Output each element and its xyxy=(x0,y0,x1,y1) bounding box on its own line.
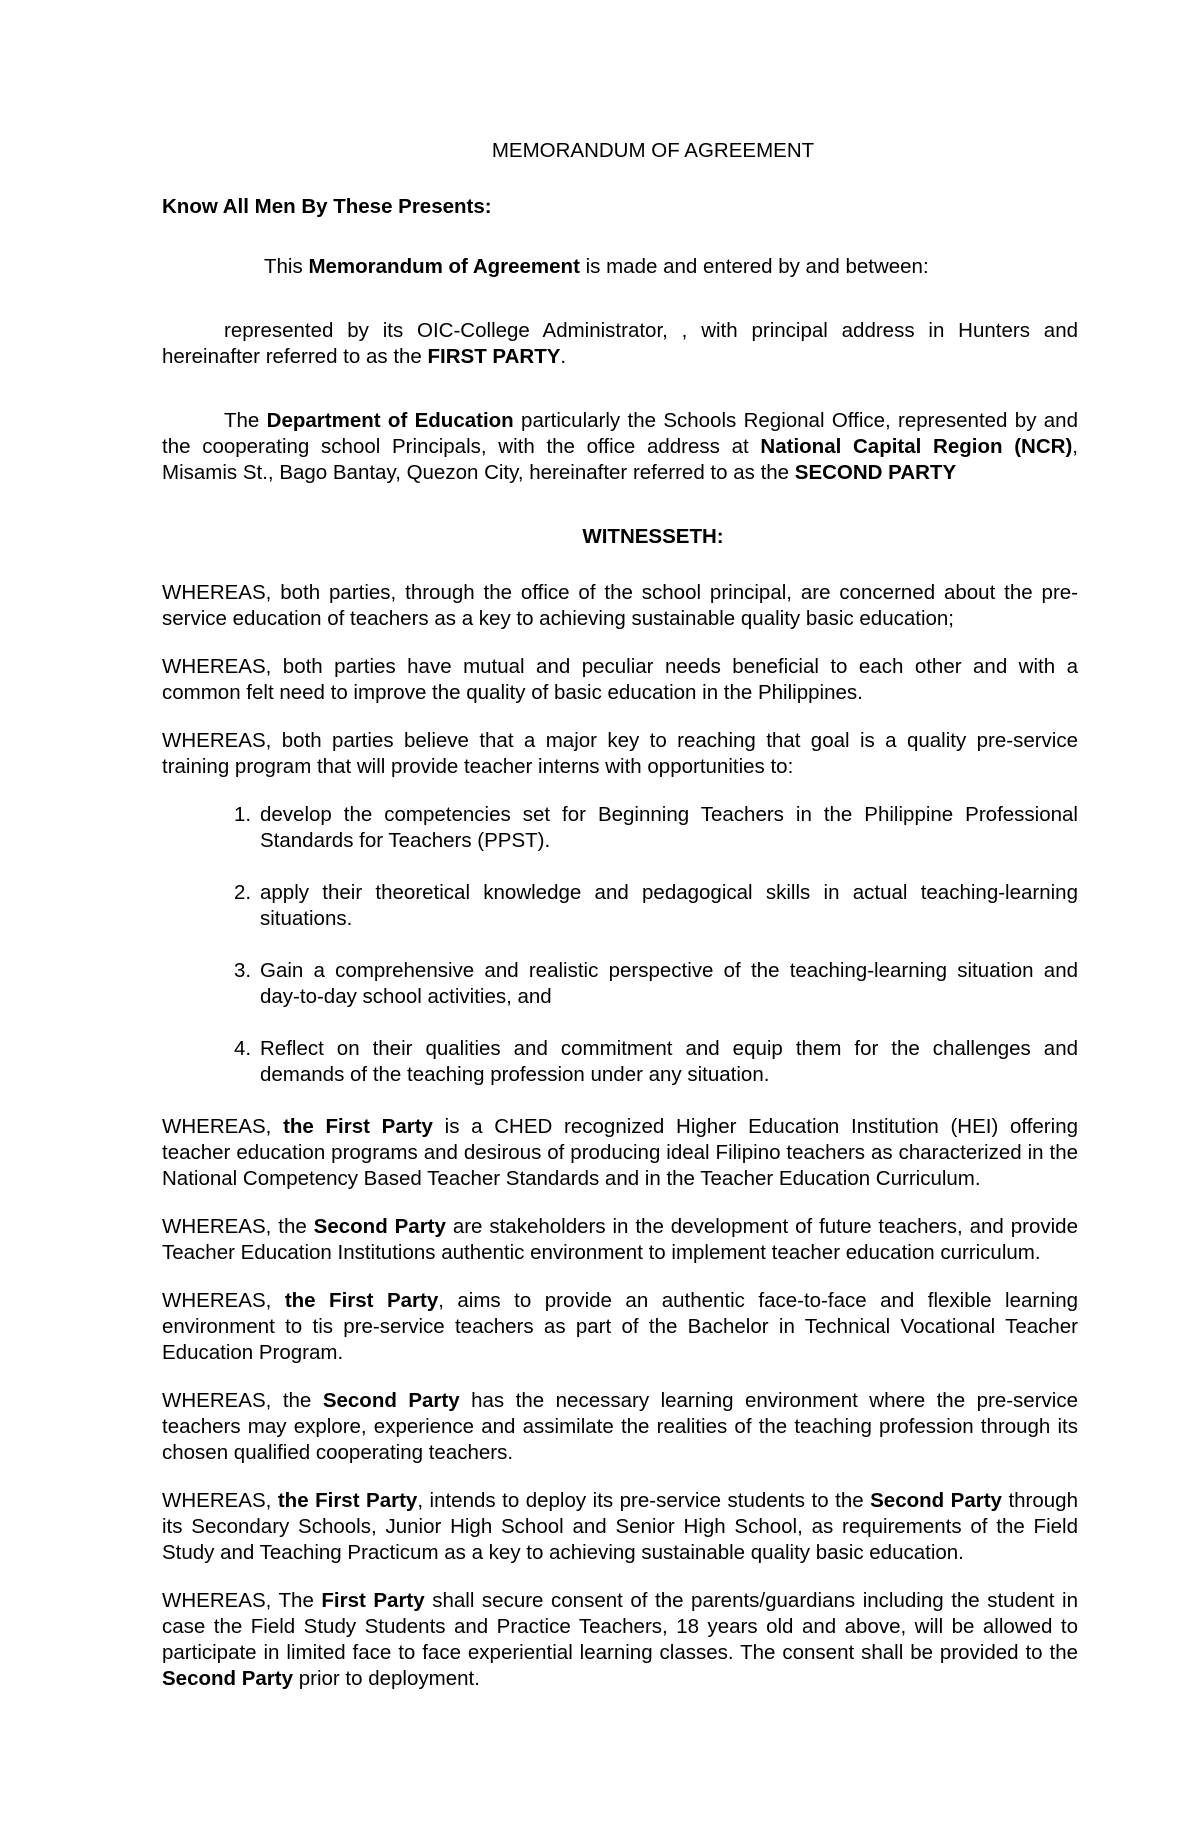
list-item-text: develop the competencies set for Beginning Teachers in the Philippine Professional Standards for Teachers (PPST). xyxy=(260,803,1078,852)
whereas-5-bold-1: Second Party xyxy=(313,1215,446,1238)
whereas-8-bold-2: Second Party xyxy=(870,1489,1002,1512)
whereas-9-bold-2: Second Party xyxy=(162,1667,294,1690)
second-party-text-3: , Misamis St., Bago Bantay, Quezon City, hereinafter referred to as the xyxy=(162,435,1078,484)
whereas-4-bold-1: the First Party xyxy=(283,1115,433,1138)
whereas-1: WHEREAS, both parties, through the office of the school principal, are concerned about the pre-service education of teachers as a key to achieving sustainable quality basic education; xyxy=(162,581,1078,630)
intro-paragraph xyxy=(162,254,1078,280)
second-party-text-1: The xyxy=(224,409,267,432)
list-item-text: apply their theoretical knowledge and pedagogical skills in actual teaching-learning situations. xyxy=(260,881,1078,930)
whereas-3: WHEREAS, both parties believe that a major key to reaching that goal is a quality pre-service training program that will provide teacher interns with opportunities to: xyxy=(162,729,1078,778)
salutation: Know All Men By These Presents: xyxy=(162,195,492,218)
list-item xyxy=(234,1036,1078,1088)
opportunities-list xyxy=(162,802,1078,1088)
first-party-end: . xyxy=(560,345,567,368)
whereas-7-text-2: has the necessary learning environment where the pre-service teachers may explore, experience and assimilate the realities of the teaching profession through its chosen qualified cooperating teachers. xyxy=(162,1389,1078,1464)
document-page xyxy=(162,138,1078,1714)
whereas-6 xyxy=(162,1288,1078,1366)
whereas-4-text-2: is a CHED recognized Higher Education Institution (HEI) offering teacher education programs and desirous of producing ideal Filipino teachers as characterized in the National Competency Based Teacher Standards and in the Teacher Education Curriculum. xyxy=(162,1115,1078,1190)
first-party-text: represented by its OIC-College Administrator, , with principal address in Hunters and hereinafter referred to as the xyxy=(162,319,1078,368)
second-party-bold-1: Department of Education xyxy=(266,409,514,432)
list-item-number: 2. xyxy=(234,881,252,904)
whereas-8 xyxy=(162,1488,1078,1566)
witnesseth-heading: WITNESSETH: xyxy=(582,525,724,548)
list-item xyxy=(234,802,1078,854)
second-party-bold-2: National Capital Region (NCR) xyxy=(760,435,1073,458)
first-party-paragraph xyxy=(162,318,1078,370)
whereas-4-text-1: WHEREAS, xyxy=(162,1115,284,1138)
list-item xyxy=(234,880,1078,932)
whereas-7 xyxy=(162,1388,1078,1466)
intro-text-2: is made and entered by and between: xyxy=(579,255,929,278)
whereas-9-text-2: shall secure consent of the parents/guardians including the student in case the Field Study Students and Practice Teachers, 18 years old and above, will be allowed to participate in limited face to face experiential learning classes. The consent shall be provided to the xyxy=(162,1589,1078,1664)
second-party-paragraph xyxy=(162,408,1078,486)
whereas-5-text-2: are stakeholders in the development of future teachers, and provide Teacher Education Institutions authentic environment to implement teacher education curriculum. xyxy=(162,1215,1078,1264)
list-item-text: Reflect on their qualities and commitment and equip them for the challenges and demands of the teaching profession under any situation. xyxy=(260,1037,1078,1086)
whereas-6-text-1: WHEREAS, xyxy=(162,1289,285,1312)
whereas-9-text-1: WHEREAS, The xyxy=(162,1589,322,1612)
intro-bold: Memorandum of Agreement xyxy=(308,255,580,278)
whereas-8-text-2: , intends to deploy its pre-service students to the xyxy=(417,1489,871,1512)
whereas-9-text-3: prior to deployment. xyxy=(293,1667,480,1690)
first-party-bold: FIRST PARTY xyxy=(427,345,561,368)
whereas-2: WHEREAS, both parties have mutual and peculiar needs beneficial to each other and with a common felt need to improve the quality of basic education in the Philippines. xyxy=(162,655,1078,704)
whereas-7-text-1: WHEREAS, the xyxy=(162,1389,323,1412)
document-title: MEMORANDUM OF AGREEMENT xyxy=(491,139,815,162)
list-item-number: 4. xyxy=(234,1037,252,1060)
whereas-6-text-2: , aims to provide an authentic face-to-face and flexible learning environment to tis pre-service teachers as part of the Bachelor in Technical Vocational Teacher Education Program. xyxy=(162,1289,1078,1364)
whereas-6-bold-1: the First Party xyxy=(284,1289,439,1312)
second-party-bold-3: SECOND PARTY xyxy=(794,461,957,484)
whereas-7-bold-1: Second Party xyxy=(322,1389,460,1412)
list-item-number: 1. xyxy=(234,803,252,826)
second-party-text-2: particularly the Schools Regional Office, represented by and the cooperating school Principals, with the office address at xyxy=(162,409,1078,458)
list-item xyxy=(234,958,1078,1010)
list-item-text: Gain a comprehensive and realistic perspective of the teaching-learning situation and day-to-day school activities, and xyxy=(260,959,1078,1008)
whereas-8-bold-1: the First Party xyxy=(277,1489,418,1512)
whereas-9-bold-1: First Party xyxy=(321,1589,425,1612)
whereas-5 xyxy=(162,1214,1078,1266)
intro-text-1: This xyxy=(264,255,309,278)
whereas-4 xyxy=(162,1114,1078,1192)
list-item-number: 3. xyxy=(234,959,252,982)
whereas-5-text-1: WHEREAS, the xyxy=(162,1215,314,1238)
whereas-8-text-1: WHEREAS, xyxy=(162,1489,278,1512)
whereas-9 xyxy=(162,1588,1078,1692)
whereas-8-text-3: through its Secondary Schools, Junior High School and Senior High School, as requirements of the Field Study and Teaching Practicum as a key to achieving sustainable quality basic education. xyxy=(162,1489,1078,1564)
